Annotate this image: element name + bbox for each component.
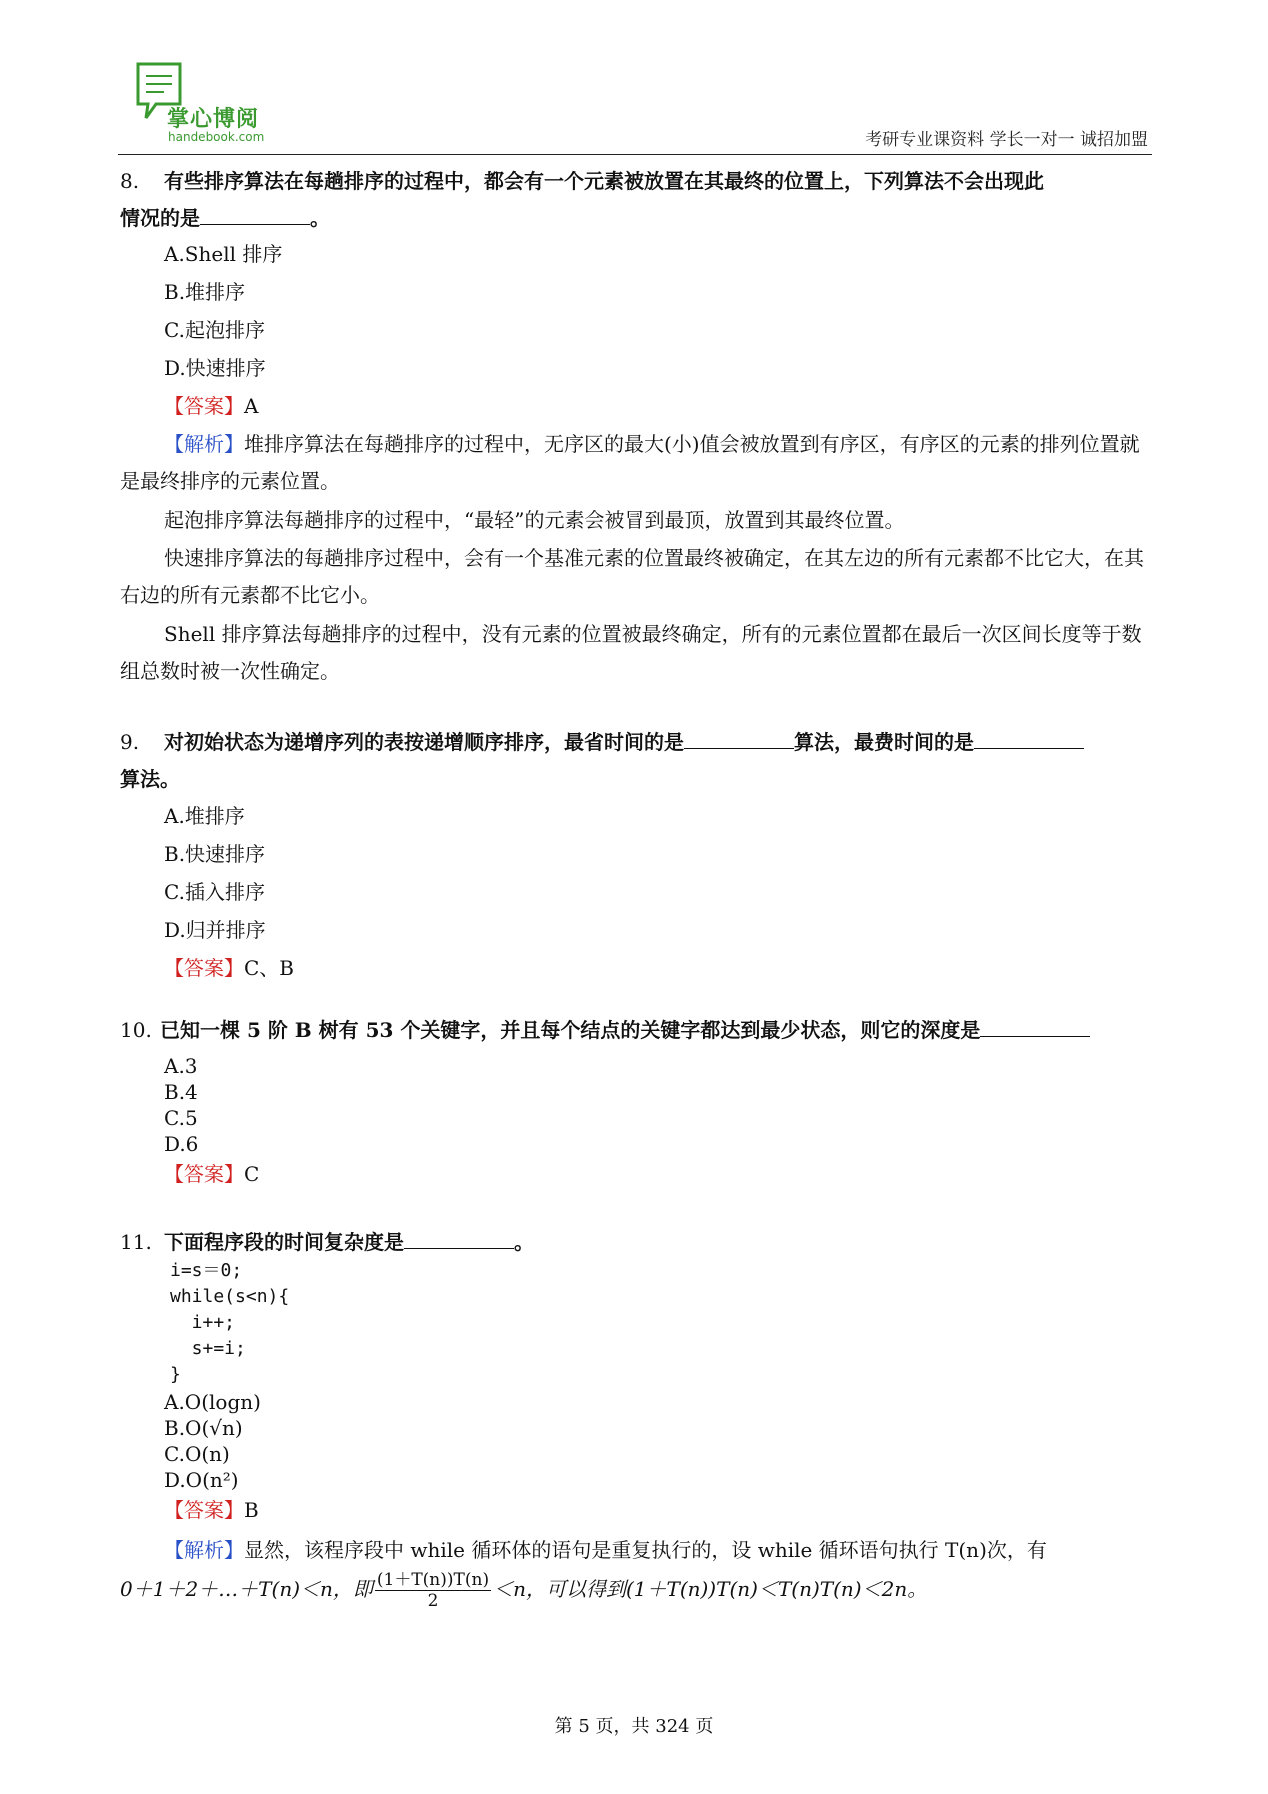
- option: A.Shell 排序: [164, 242, 283, 266]
- option: D.O(n²): [164, 1468, 239, 1492]
- analysis-tag: 【解析】: [164, 432, 244, 456]
- answer-tag: 【答案】: [164, 1498, 244, 1522]
- option: D.6: [164, 1132, 199, 1156]
- question-9: 9. 对初始状态为递增序列的表按递增顺序排序，最省时间的是 算法，最费时间的是 算法。: [120, 724, 1150, 798]
- header-slogan: 考研专业课资料 学长一对一 诚招加盟: [865, 130, 1148, 150]
- option: A.3: [164, 1054, 198, 1078]
- code-line: s+=i;: [170, 1338, 246, 1359]
- answer-tag: 【答案】: [164, 394, 244, 418]
- option: C.5: [164, 1106, 198, 1130]
- code-line: }: [170, 1364, 181, 1385]
- option: B.4: [164, 1080, 198, 1104]
- option: A.堆排序: [164, 804, 245, 828]
- answer-blank: [980, 1014, 1090, 1037]
- answer-blank: [974, 726, 1084, 749]
- answer: 【答案】C、B: [164, 956, 294, 980]
- question-11: 11. 下面程序段的时间复杂度是 。: [120, 1224, 1150, 1261]
- answer-blank: [684, 726, 794, 749]
- logo-domain: handebook.com: [168, 130, 265, 144]
- question-number: 8.: [120, 169, 140, 193]
- code-line: i=s＝0;: [170, 1260, 243, 1281]
- code-line: i++;: [170, 1312, 236, 1333]
- option: D.归并排序: [164, 918, 266, 942]
- analysis-paragraph: 【解析】显然，该程序段中 while 循环体的语句是重复执行的，设 while 循环语句执行 T(n)次，有: [164, 1538, 1047, 1562]
- analysis-paragraph: 起泡排序算法每趟排序的过程中，“最轻”的元素会被冒到最顶，放置到其最终位置。: [164, 508, 905, 532]
- header-divider: [118, 154, 1152, 155]
- answer-blank: [404, 1226, 514, 1249]
- question-10: 10. 已知一棵 5 阶 B 树有 53 个关键字，并且每个结点的关键字都达到最少状态，则它的深度是: [120, 1012, 1150, 1049]
- analysis-paragraph: 【解析】堆排序算法在每趟排序的过程中，无序区的最大(小)值会被放置到有序区，有序区的元素的排列位置就是最终排序的元素位置。: [120, 432, 1140, 493]
- answer-blank: [200, 202, 310, 225]
- question-number: 10.: [120, 1018, 152, 1042]
- answer-tag: 【答案】: [164, 956, 244, 980]
- logo-text: 掌心博阅: [167, 107, 260, 132]
- option: B.O(√n): [164, 1416, 243, 1440]
- analysis-paragraph: 快速排序算法的每趟排序过程中，会有一个基准元素的位置最终被确定，在其左边的所有元素都不比它大，在其右边的所有元素都不比它小。: [120, 546, 1144, 607]
- question-number: 11.: [120, 1230, 152, 1254]
- option: B.快速排序: [164, 842, 266, 866]
- answer-tag: 【答案】: [164, 1162, 244, 1186]
- logo: [134, 60, 294, 150]
- question-number: 9.: [120, 730, 140, 754]
- analysis-tag: 【解析】: [164, 1538, 244, 1562]
- analysis-formula-line: 0＋1＋2＋…＋T(n)＜n，即 $\frac{(1+T(n))T(n)}{2}$ ＜n，可以得到(1＋T(n))T(n)＜T(n)T(n)＜2n。: [120, 1570, 928, 1611]
- answer: 【答案】A: [164, 394, 259, 418]
- fraction: $\frac{(1+T(n))T(n)}{2}$: [376, 1570, 490, 1611]
- answer: 【答案】B: [164, 1498, 259, 1522]
- option: C.插入排序: [164, 880, 265, 904]
- option: C.O(n): [164, 1442, 230, 1466]
- page-number: 第 5 页，共 324 页: [554, 1716, 714, 1737]
- option: B.堆排序: [164, 280, 246, 304]
- analysis-paragraph: Shell 排序算法每趟排序的过程中，没有元素的位置被最终确定，所有的元素位置都在最后一次区间长度等于数组总数时被一次性确定。: [120, 622, 1142, 683]
- option: C.起泡排序: [164, 318, 265, 342]
- code-line: while(s<n){: [170, 1286, 290, 1307]
- question-stem: 有些排序算法在每趟排序的过程中，都会有一个元素被放置在其最终的位置上，下列算法不会出现此: [164, 169, 1044, 193]
- question-8: 8. 有些排序算法在每趟排序的过程中，都会有一个元素被放置在其最终的位置上，下列算法不会出现此 情况的是 。: [120, 163, 1150, 237]
- option: A.O(logn): [164, 1390, 261, 1414]
- answer: 【答案】C: [164, 1162, 260, 1186]
- option: D.快速排序: [164, 356, 266, 380]
